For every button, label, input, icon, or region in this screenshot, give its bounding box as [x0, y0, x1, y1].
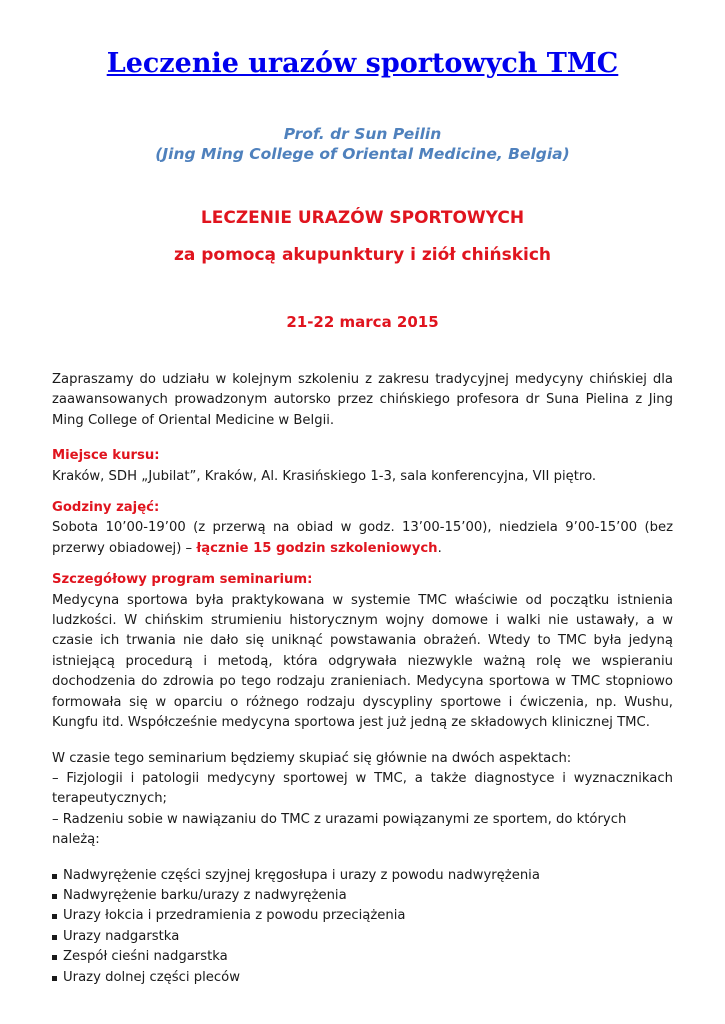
hours-end: .: [437, 540, 442, 556]
hours-label: Godziny zajęć:: [52, 500, 160, 516]
list-item: Nadwyrężenie barku/urazy z nadwyrężenia: [52, 886, 673, 906]
author-block: [0, 124, 725, 164]
course-subheadline: za pomocą akupunktury i ziół chińskich: [173, 245, 552, 265]
hours-paragraph: [52, 518, 673, 559]
hours-text: Sobota 10’00-19’00 (z przerwą na obiad w godz. 13’00-15’00), niedziela 9’00-15’00 (bez przerwy obiadowej) –: [52, 520, 673, 556]
location-label: Miejsce kursu:: [52, 448, 160, 464]
course-date: 21-22 marca 2015: [286, 313, 439, 331]
square-bullet-icon: [52, 935, 57, 940]
list-item: Urazy dolnej części pleców: [52, 968, 673, 988]
program-label: Szczegółowy program seminarium:: [52, 572, 313, 588]
document-body: [52, 370, 673, 988]
author-name: Prof. dr Sun Peilin: [283, 125, 442, 143]
list-item: Urazy nadgarstka: [52, 927, 673, 947]
list-item: Zespół cieśni nadgarstka: [52, 947, 673, 967]
program-text: Medycyna sportowa była praktykowana w systemie TMC właściwie od początku istnienia ludzkości. W chińskim strumieniu historycznym wojny domowe i walki nie ustawały, a w czasie ich trwania nie dało się uniknąć powstawania obrażeń. Wtedy to TMC była jedyną istniejącą procedurą i metodą, która odgrywała niezwykle ważną rolę we wspieraniu dochodzenia do zdrowia po tego rodzaju zranieniach. Medycyna sportowa w TMC stopniowo formowała się w oparciu o różnego rodzaju dyscypliny sportowe i ćwiczenia, np. Wushu, Kungfu itd. Współcześnie medycyna sportowa jest już jedną ze składowych klinicznej TMC.: [52, 592, 673, 731]
list-item: Urazy łokcia i przedramienia z powodu przeciążenia: [52, 906, 673, 926]
square-bullet-icon: [52, 894, 57, 899]
injuries-list: [52, 866, 673, 988]
square-bullet-icon: [52, 976, 57, 981]
square-bullet-icon: [52, 874, 57, 879]
list-item: Nadwyrężenie części szyjnej kręgosłupa i urazy z powodu nadwyrężenia: [52, 866, 673, 886]
author-affiliation: (Jing Ming College of Oriental Medicine, Belgia): [155, 145, 570, 163]
aspect-item-2: – Radzeniu sobie w nawiązaniu do TMC z urazami powiązanymi ze sportem, do których należą:: [52, 811, 627, 848]
aspect-item-1: – Fizjologii i patologii medycyny sportowej w TMC, a także diagnostyce i wyznacznikach terapeutycznych;: [52, 770, 673, 807]
aspects-intro: W czasie tego seminarium będziemy skupiać się głównie na dwóch aspektach:: [52, 750, 572, 766]
square-bullet-icon: [52, 914, 57, 919]
document-title-link[interactable]: Leczenie urazów sportowych TMC: [106, 48, 619, 79]
location-text: Kraków, SDH „Jubilat”, Kraków, Al. Krasińskiego 1-3, sala konferencyjna, VII piętro.: [52, 468, 597, 484]
course-headline: LECZENIE URAZÓW SPORTOWYCH: [200, 208, 525, 228]
square-bullet-icon: [52, 955, 57, 960]
hours-highlight: łącznie 15 godzin szkoleniowych: [196, 540, 438, 556]
intro-paragraph: Zapraszamy do udziału w kolejnym szkoleniu z zakresu tradycyjnej medycyny chińskiej dla zaawansowanych prowadzonym autorsko przez chińskiego profesora dr Suna Pielina z Jing Ming College of Oriental Medicine w Belgii.: [52, 372, 673, 428]
